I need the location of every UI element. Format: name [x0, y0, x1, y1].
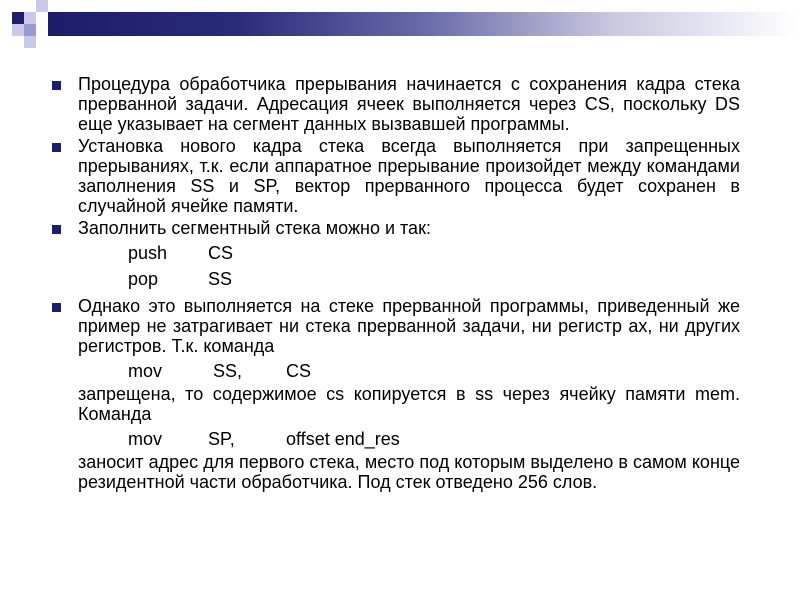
code-op: mov: [128, 429, 163, 449]
bullet-square-icon: [52, 143, 61, 152]
header-square-1: [12, 12, 24, 24]
bullet-text: Процедура обработчика прерывания начинается с сохранения кадра стека прерванной задачи. Адресация ячеек выполняется через CS, поскольку DS еще указывает на сегмент данных вызвавшей программы.: [78, 74, 740, 134]
code-arg: SS: [208, 269, 233, 289]
code-op: push: [128, 243, 168, 263]
bullet-item-4: [50, 296, 740, 356]
bullet-text: Однако это выполняется на стеке прерванной программы, приведенный же пример не затрагивает ни стека прерванной задачи, ни регистр ax, ни других регистров. Т.к. команда: [78, 296, 740, 356]
code-line: [50, 240, 740, 266]
header-square-4: [24, 24, 36, 36]
bullet-square-icon: [52, 303, 61, 312]
header-bar: [48, 12, 800, 36]
code-op: mov: [128, 361, 163, 381]
code-arg: CS: [208, 243, 234, 263]
code-line: [50, 426, 740, 452]
bullet-item-2: [50, 136, 740, 216]
bullet-item-1: [50, 74, 740, 134]
header-square-5: [36, 0, 48, 12]
code-arg: SS,: [208, 361, 243, 381]
code-arg: CS: [286, 361, 312, 381]
code-arg: offset end_res: [286, 429, 400, 449]
code-arg: SP,: [208, 429, 235, 449]
code-line: [50, 358, 740, 384]
header-square-3: [12, 24, 24, 36]
bullet-square-icon: [52, 225, 61, 234]
code-op: pop: [128, 269, 159, 289]
bullet-text: Заполнить сегментный стека можно и так:: [78, 218, 431, 238]
paragraph-continuation: запрещена, то содержимое cs копируется в ss через ячейку памяти mem. Команда: [78, 384, 740, 424]
bullet-square-icon: [52, 81, 61, 90]
paragraph-continuation: заносит адрес для первого стека, место под которым выделено в самом конце резидентной части обработчика. Под стек отведено 256 слов.: [78, 452, 740, 492]
slide-content: [50, 74, 740, 494]
bullet-text: Установка нового кадра стека всегда выполняется при запрещенных прерываниях, т.к. если аппаратное прерывание произойдет между командами заполнения SS и SP, вектор прерванного процесса будет сохранен в случайной ячейке памяти.: [78, 136, 740, 216]
header-square-6: [24, 36, 36, 48]
code-line: [50, 266, 740, 292]
bullet-item-3: [50, 218, 740, 238]
header-square-2: [24, 12, 36, 24]
